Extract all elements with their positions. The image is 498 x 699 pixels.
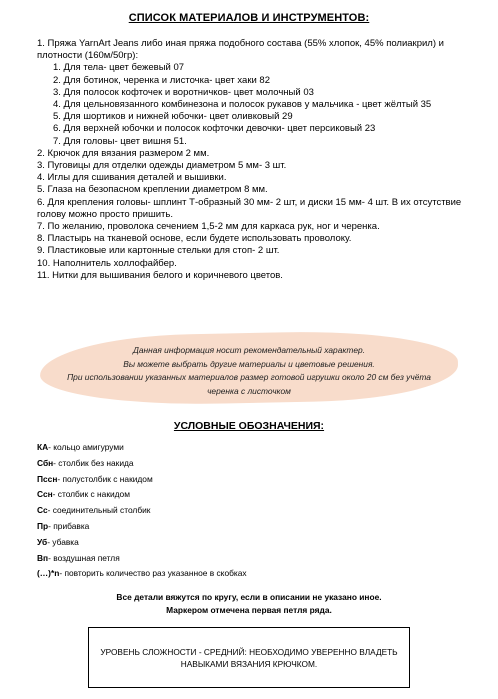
legend-entry <box>37 472 457 488</box>
legend-desc: - повторить количество раз указанное в скобках <box>59 568 247 579</box>
legend-abbr: (…)*n <box>37 568 60 579</box>
legend-entry <box>37 566 457 582</box>
legend-entry <box>37 519 457 535</box>
yarn-color-item: 1. Для тела- цвет бежевый 07 <box>53 62 185 74</box>
legend-abbr: КА <box>37 442 49 452</box>
materials-item-1-line-1: 1. Пряжа YarnArt Jeans либо иная пряжа подобного состава (55% хлопок, 45% полиакрил) и <box>37 38 444 49</box>
legend-desc: - воздушная петля <box>48 552 120 563</box>
materials-item: 9. Пластиковые или картонные стельки для стоп- 2 шт. <box>37 245 280 257</box>
materials-item-1-line-2: плотности (160м/50гр): <box>37 50 139 62</box>
banner-line: Вы можете выбрать другие материалы и цветовые решения. <box>123 358 375 369</box>
legend-list <box>37 440 457 582</box>
legend-entry <box>37 551 457 567</box>
difficulty-text <box>100 646 397 670</box>
legend-abbr: Пр <box>37 520 49 531</box>
materials-item: 2. Крючок для вязания размером 2 мм. <box>37 147 210 159</box>
materials-item-6-line-2: голову можно просто пришить. <box>37 208 173 220</box>
legend-abbr: Вп <box>37 552 49 563</box>
yarn-color-item: 7. Для головы- цвет вишня 51. <box>53 135 187 147</box>
legend-abbr: Ссн <box>37 489 53 500</box>
yarn-color-item: 4. Для цельновязанного комбинезона и полосок рукавов у мальчика - цвет жёлтый 35 <box>53 99 432 111</box>
materials-item: 4. Иглы для сшивания деталей и вышивки. <box>37 172 227 184</box>
legend-abbr: Уб <box>37 536 48 547</box>
legend-abbr: Сбн <box>37 457 54 468</box>
legend-entry <box>37 440 457 456</box>
legend-entry <box>37 535 457 551</box>
yarn-color-item: 5. Для шортиков и нижней юбочки- цвет оливковый 29 <box>53 111 293 123</box>
materials-heading: СПИСОК МАТЕРИАЛОВ И ИНСТРУМЕНТОВ: <box>128 12 370 24</box>
materials-item-6-line-1: 6. Для крепления головы- шплинт Т-образный 30 мм- 2 шт, и диски 15 мм- 4 шт. В их отсутствие <box>37 196 462 208</box>
legend-entry <box>37 456 457 472</box>
yarn-color-item: 6. Для верхней юбочки и полосок кофточки девочки- цвет персиковый 23 <box>53 123 376 135</box>
difficulty-line: НАВЫКАМИ ВЯЗАНИЯ КРЮЧКОМ. <box>180 658 318 669</box>
legend-desc: - соединительный столбик <box>47 505 151 516</box>
legend-entry <box>37 503 457 519</box>
materials-item: 5. Глаза на безопасном креплении диаметром 8 мм. <box>37 184 268 196</box>
materials-list <box>37 38 467 282</box>
recommendation-banner-text <box>35 344 463 398</box>
difficulty-line: УРОВЕНЬ СЛОЖНОСТИ - СРЕДНИЙ: НЕОБХОДИМО УВЕРЕННО ВЛАДЕТЬ <box>100 646 398 657</box>
legend-desc: - полустолбик с накидом <box>57 473 153 484</box>
materials-item: 10. Наполнитель холлофайбер. <box>37 257 177 269</box>
note-line: Маркером отмечена первая петля ряда. <box>166 605 332 615</box>
legend-entry <box>37 487 457 503</box>
yarn-color-item: 2. Для ботинок, черенка и листочка- цвет хаки 82 <box>53 74 270 86</box>
legend-abbr: Пссн <box>37 473 58 484</box>
general-notes <box>0 591 498 617</box>
yarn-color-item: 3. Для полосок кофточек и воротничков- цвет молочный 03 <box>53 86 314 98</box>
banner-line: Данная информация носит рекомендательный характер. <box>132 345 366 355</box>
legend-abbr: Сс <box>37 505 48 516</box>
legend-desc: - кольцо амигуруми <box>48 442 124 452</box>
note-line: Все детали вяжутся по кругу, если в описании не указано иное. <box>116 592 382 602</box>
difficulty-box <box>88 627 410 688</box>
materials-item: 3. Пуговицы для отделки одежды диаметром 5 мм- 3 шт. <box>37 160 287 172</box>
legend-desc: - убавка <box>47 536 79 547</box>
legend-desc: - столбик с накидом <box>52 489 130 500</box>
materials-item: 8. Пластырь на тканевой основе, если будете использовать проволоку. <box>37 233 352 245</box>
materials-item: 11. Нитки для вышивания белого и коричневого цветов. <box>37 269 283 281</box>
banner-line: черенка с листочком <box>207 385 291 396</box>
legend-desc: - прибавка <box>48 520 90 531</box>
legend-desc: - столбик без накида <box>53 457 134 468</box>
materials-item: 7. По желанию, проволока сечением 1,5-2 мм для каркаса рук, ног и черенка. <box>37 221 380 233</box>
legend-heading: УСЛОВНЫЕ ОБОЗНАЧЕНИЯ: <box>173 420 325 432</box>
banner-line: При использовании указанных материалов размер готовой игрушки около 20 см без учёта <box>67 372 431 382</box>
